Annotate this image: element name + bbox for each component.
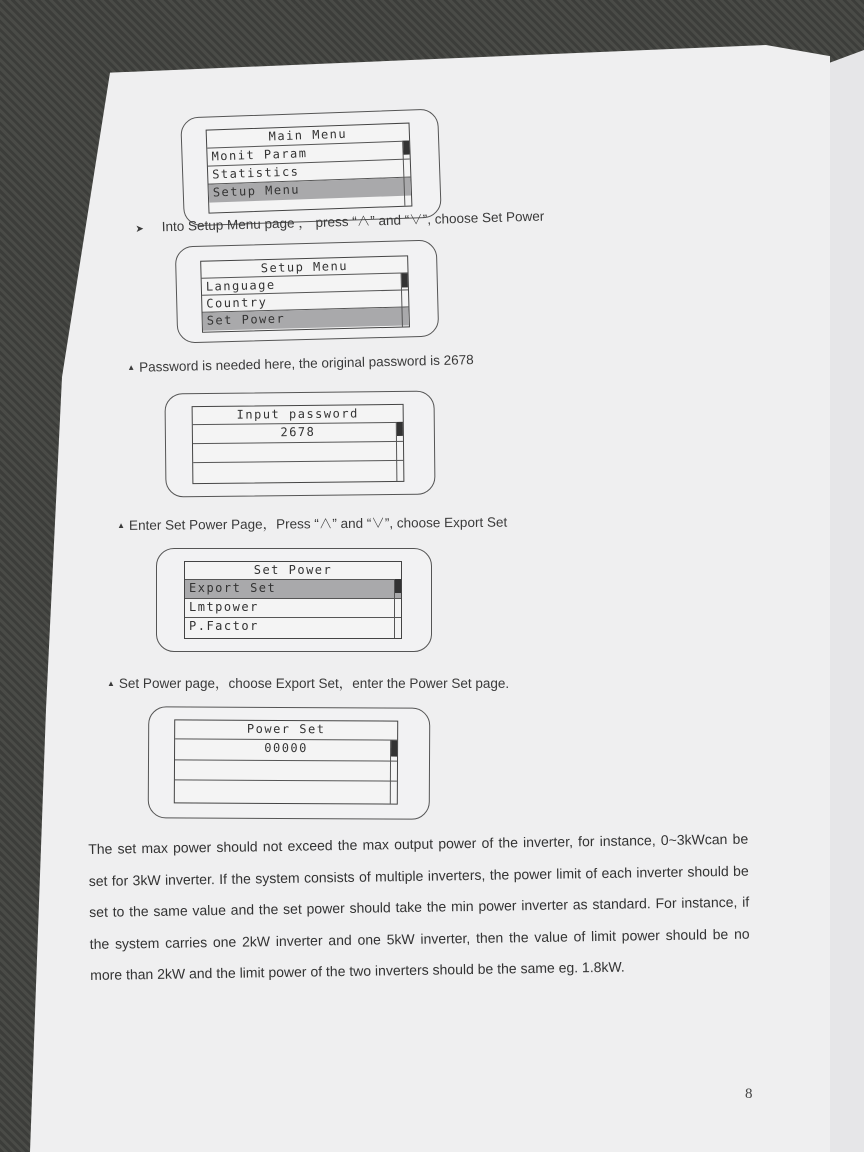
set-power-title: Set Power xyxy=(185,562,401,580)
power-set-scrollbar[interactable] xyxy=(390,741,397,804)
menu-item-language[interactable]: Language xyxy=(202,273,408,295)
set-power-screen xyxy=(184,561,402,639)
password-screen xyxy=(192,404,405,484)
arrow-bullet-icon: ➤ xyxy=(135,223,144,235)
menu-item-set-power[interactable]: Set Power xyxy=(203,307,409,330)
password-empty-row-2 xyxy=(193,461,403,482)
power-set-empty-row-2 xyxy=(175,780,397,802)
instruction-2-text: Password is needed here, the original password is 2678 xyxy=(138,352,474,375)
password-title: Input password xyxy=(193,405,403,425)
power-set-title: Power Set xyxy=(175,720,397,740)
scroll-thumb[interactable] xyxy=(403,141,409,155)
scroll-thumb[interactable] xyxy=(395,579,401,593)
instruction-3-text: Enter Set Power Page，Press “∧” and “∨”, choose Export Set xyxy=(128,514,508,533)
instruction-4-text: Set Power page，choose Export Set，enter the Power Set page. xyxy=(118,676,510,691)
menu-item-country[interactable]: Country xyxy=(202,290,408,312)
setup-menu-title: Setup Menu xyxy=(201,256,407,278)
set-power-lcd xyxy=(156,548,432,652)
setup-menu-lcd xyxy=(175,240,439,344)
power-set-value[interactable]: 00000 xyxy=(175,739,397,761)
main-menu-scrollbar[interactable] xyxy=(402,141,411,206)
main-menu-screen xyxy=(206,123,413,214)
scroll-thumb[interactable] xyxy=(391,741,397,757)
explanation-paragraph: The set max power should not exceed the max output power of the inverter, for instance, 0~3kWcan be set for 3kW inverter. If the system consists of multiple inverters, the power limit of each inverter should be set to the same value and the set power should take the min power inverter as standard. For instance, if the system carries one 2kW inverter and one 5kW inverter, then the value of limit power should be no more than 2kW and the limit power of the two inverters should be the same eg. 1.8kW. xyxy=(88,830,750,983)
instruction-1-text: Into Setup Menu page ， press “∧” and “∨”, choose Set Power xyxy=(161,208,545,235)
menu-item-export-set[interactable]: Export Set xyxy=(185,580,401,599)
scroll-thumb[interactable] xyxy=(402,273,408,287)
triangle-bullet-icon: ▲ xyxy=(117,520,126,530)
setup-menu-screen xyxy=(200,255,410,332)
main-menu-title: Main Menu xyxy=(207,124,410,149)
power-set-lcd xyxy=(148,706,431,819)
page-number: 8 xyxy=(745,1086,753,1102)
password-value[interactable]: 2678 xyxy=(193,423,403,444)
power-set-empty-row-1 xyxy=(175,760,397,781)
set-power-scrollbar[interactable] xyxy=(394,579,401,638)
menu-item-statistics[interactable]: Statistics xyxy=(208,160,411,185)
menu-item-setup-menu[interactable]: Setup Menu xyxy=(209,178,412,203)
triangle-bullet-icon: ▲ xyxy=(107,679,115,688)
scroll-thumb[interactable] xyxy=(397,422,403,436)
menu-item-monit-param[interactable]: Monit Param xyxy=(207,142,410,167)
power-set-screen xyxy=(174,719,398,804)
instruction-3 xyxy=(117,511,507,534)
password-scrollbar[interactable] xyxy=(396,422,404,481)
triangle-bullet-icon: ▲ xyxy=(127,362,136,372)
setup-menu-scrollbar[interactable] xyxy=(401,273,409,326)
menu-item-p-factor[interactable]: P.Factor xyxy=(189,619,259,633)
instruction-4 xyxy=(107,672,509,692)
password-lcd xyxy=(164,391,435,498)
password-empty-row-1 xyxy=(193,442,403,463)
menu-item-lmtpower[interactable]: Lmtpower xyxy=(185,599,401,618)
